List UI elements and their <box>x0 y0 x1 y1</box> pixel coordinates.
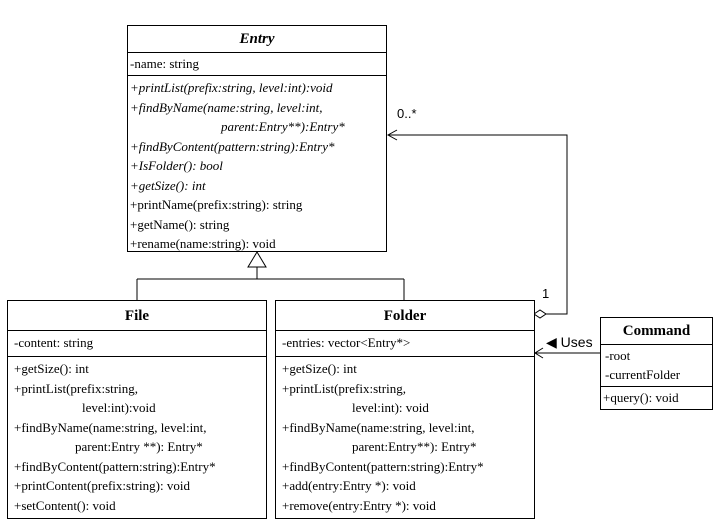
method: +findByContent(pattern:string):Entry* <box>130 138 335 154</box>
class-command-attributes <box>601 345 712 387</box>
method: +printContent(prefix:string): void <box>14 478 190 493</box>
method: +printName(prefix:string): string <box>130 197 303 212</box>
method: +printList(prefix:string, level:int):void <box>130 80 333 95</box>
class-file <box>7 300 267 519</box>
class-entry-methods <box>128 76 386 254</box>
uses-direction-icon: ◀ <box>546 334 557 350</box>
method: +setContent(): void <box>14 497 116 513</box>
uses-label <box>546 334 593 351</box>
method: +getName(): string <box>130 216 230 232</box>
method: +getSize(): int <box>282 361 357 376</box>
aggregation-diamond <box>534 310 546 318</box>
class-command-methods <box>601 387 712 407</box>
class-folder-methods <box>276 357 534 515</box>
method-continuation: parent:Entry**):Entry* <box>221 119 345 134</box>
aggregation-line <box>389 135 567 314</box>
uses-text: Uses <box>560 334 593 350</box>
class-file-methods <box>8 357 266 515</box>
method: +query(): void <box>603 390 679 405</box>
class-entry <box>127 25 387 252</box>
attribute: -content: string <box>14 335 94 350</box>
class-entry-attributes <box>128 53 386 76</box>
class-folder <box>275 300 535 519</box>
multiplicity-one: 1 <box>542 286 550 301</box>
method: +remove(entry:Entry *): void <box>282 497 436 513</box>
attribute: -currentFolder <box>605 367 681 382</box>
class-command <box>600 317 713 410</box>
method: +findByName(name:string, level:int, <box>282 419 475 435</box>
method: +findByName(name:string, level:int, <box>14 419 207 435</box>
method-continuation: parent:Entry **): Entry* <box>75 439 203 454</box>
method-continuation: parent:Entry**): Entry* <box>352 439 477 454</box>
method: +findByContent(pattern:string):Entry* <box>14 458 216 474</box>
class-file-title: File <box>8 301 266 331</box>
method: +printList(prefix:string, <box>282 380 406 396</box>
class-folder-title: Folder <box>276 301 534 331</box>
attribute: -entries: vector<Entry*> <box>282 335 411 350</box>
attribute: -root <box>605 348 631 363</box>
class-folder-attributes <box>276 331 534 357</box>
class-command-title: Command <box>601 318 712 345</box>
method: +rename(name:string): void <box>130 236 276 251</box>
generalization-arrowhead <box>248 252 266 267</box>
method: +findByName(name:string, level:int, <box>130 99 323 115</box>
method: +getSize(): int <box>130 177 206 193</box>
multiplicity-many: 0..* <box>397 106 417 121</box>
attribute: -name: string <box>130 56 199 71</box>
method: +add(entry:Entry *): void <box>282 478 416 493</box>
method: +printList(prefix:string, <box>14 380 138 396</box>
method-continuation: level:int): void <box>352 400 429 415</box>
method: +findByContent(pattern:string):Entry* <box>282 458 484 474</box>
class-entry-title: Entry <box>128 26 386 53</box>
method: +getSize(): int <box>14 361 89 376</box>
class-file-attributes <box>8 331 266 357</box>
method-continuation: level:int):void <box>82 400 156 415</box>
method: +IsFolder(): bool <box>130 158 223 173</box>
